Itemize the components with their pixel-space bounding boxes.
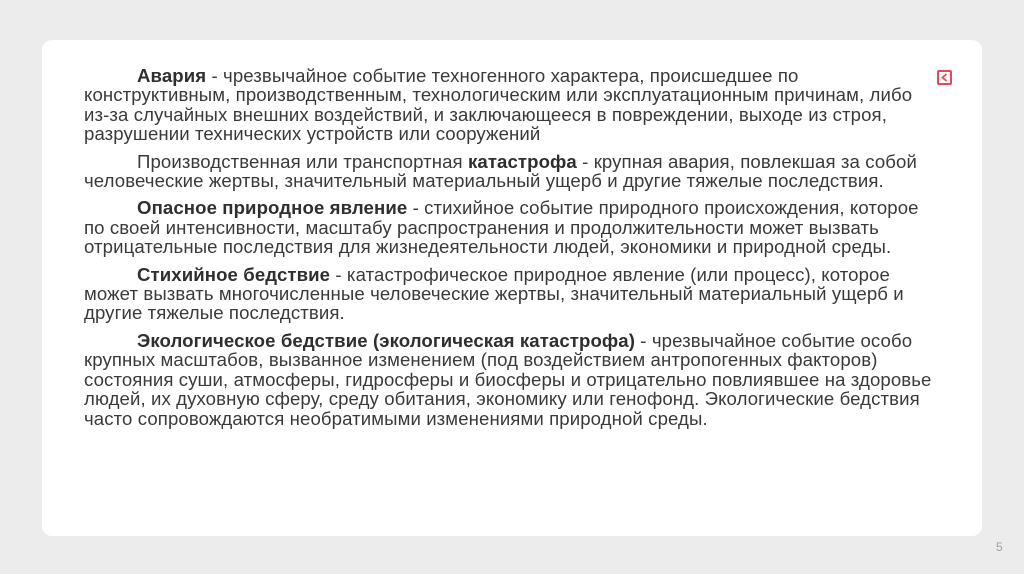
term: Стихийное бедствие xyxy=(137,263,331,285)
back-arrow-icon[interactable] xyxy=(937,70,952,85)
slide-content xyxy=(84,66,936,436)
definition-lead: Производственная или транспортная xyxy=(137,150,468,172)
definition-text: - крупная авария, повлекшая за собой человеческие жертвы, значительный материальный ущерб и другие тяжелые последствия. xyxy=(84,150,917,192)
term: Экологическое бедствие (экологическая катастрофа) xyxy=(137,329,636,351)
definition-text: - стихийное событие природного происхождения, которое по своей интенсивности, масштабу распространения и продолжительности может вызвать отрицательные последствия для жизнедеятельности людей, экономики и природной среды. xyxy=(84,197,919,258)
term: Авария xyxy=(137,65,207,86)
definition-natural-hazard xyxy=(84,198,936,256)
definition-ecological-disaster xyxy=(84,331,936,428)
definition-text: - катастрофическое природное явление (или процесс), которое может вызвать многочисленные человеческие жертвы, значительный материальный ущерб и другие тяжелые последствия. xyxy=(84,263,904,324)
definition-natural-disaster xyxy=(84,265,936,323)
chevron-left-icon xyxy=(941,73,948,82)
term: Опасное природное явление xyxy=(137,197,408,219)
term: катастрофа xyxy=(468,150,577,172)
page-number: 5 xyxy=(996,540,1003,554)
definition-katastrofa xyxy=(84,152,936,191)
definition-text: - чрезвычайное событие особо крупных масштабов, вызванное изменением (под воздействием антропогенных факторов) состояния суши, атмосферы, гидросферы и биосферы и отрицательно повлиявшее на здоровье людей, их духовную сферу, среду обитания, экономику или генофонд. Экологические бедствия часто сопровождаются необратимыми изменениями природной среды. xyxy=(84,329,932,429)
definition-text: - чрезвычайное событие техногенного характера, происшедшее по конструктивным, производственным, технологическим или эксплуатационным причинам, либо из-за случайных внешних воздействий, и заключающееся в повреждении, выходе из строя, разрушении технических устройств или сооружений xyxy=(84,65,913,145)
definition-avaria xyxy=(84,66,936,144)
